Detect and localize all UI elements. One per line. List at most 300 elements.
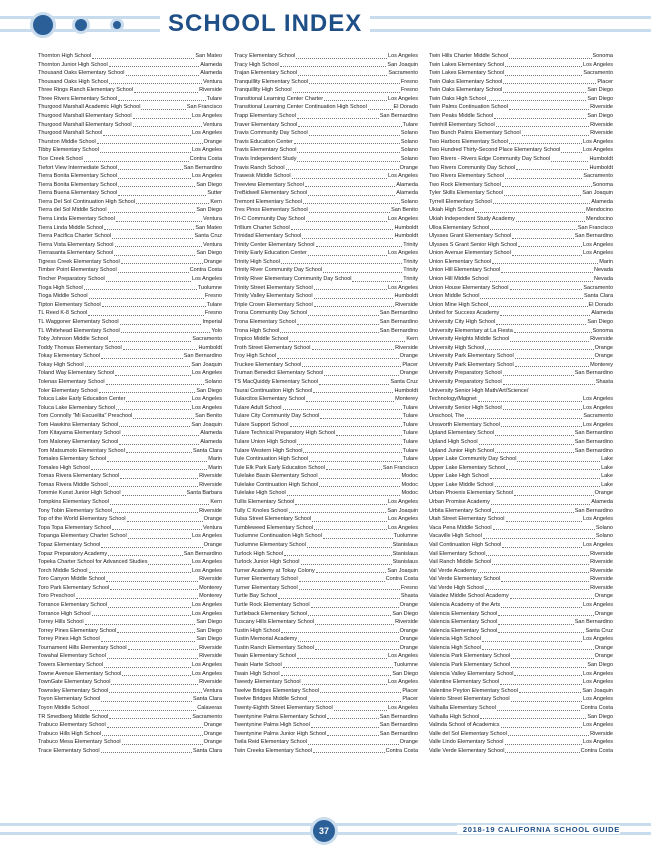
dot-leader <box>515 358 594 359</box>
school-name: Turtle Bay School <box>234 593 278 600</box>
county-name: Orange <box>594 353 613 360</box>
county-name: Los Angeles <box>192 396 222 403</box>
index-entry <box>429 164 613 173</box>
dot-leader <box>327 735 378 736</box>
county-name: Nevada <box>594 267 613 274</box>
index-column-2 <box>234 52 418 755</box>
index-entry <box>234 224 418 233</box>
school-name: University High School <box>429 344 485 351</box>
school-name: Tularcitos Elementary School <box>234 396 306 403</box>
index-entry <box>234 284 418 293</box>
dot-leader <box>280 332 378 333</box>
county-name: Fresno <box>400 78 418 85</box>
index-entry <box>234 232 418 241</box>
dot-leader <box>483 538 595 539</box>
school-name: Twin Creeks Elementary School <box>234 747 312 754</box>
index-entry <box>234 361 418 370</box>
school-name: Twelve Bridges Elementary School <box>234 687 319 694</box>
dot-leader <box>485 589 589 590</box>
county-name: San Joaquin <box>191 361 222 368</box>
county-name: Orange <box>594 490 613 497</box>
school-name: Tierra Pacifica Charter School <box>38 233 112 240</box>
school-name: University Senior High School <box>429 404 502 411</box>
dot-leader <box>480 718 586 719</box>
index-entry <box>234 52 418 61</box>
dot-leader <box>107 658 198 659</box>
index-entry <box>429 661 613 670</box>
dot-leader <box>126 452 192 453</box>
dot-leader <box>326 469 382 470</box>
county-name: Monterey <box>199 593 222 600</box>
index-entry <box>429 189 613 198</box>
dot-leader <box>515 366 589 367</box>
index-entry <box>234 721 418 730</box>
dot-leader <box>465 418 582 419</box>
index-entry <box>429 232 613 241</box>
school-name: Valerio Street Elementary School <box>429 696 510 703</box>
index-entry <box>234 747 418 756</box>
county-name: San Diego <box>196 636 222 643</box>
county-name: Los Angeles <box>388 215 418 222</box>
school-name: Toro Canyon Middle School <box>38 576 106 583</box>
school-name: Vaca Pena Middle School <box>429 524 492 531</box>
county-name: Sacramento <box>192 713 222 720</box>
dot-leader <box>299 581 385 582</box>
county-name: Contra Costa <box>385 576 418 583</box>
school-name: Trabuco Hills High School <box>38 730 102 737</box>
index-entry <box>429 507 613 516</box>
dot-leader <box>506 521 583 522</box>
index-entry <box>234 352 418 361</box>
index-entry <box>429 258 613 267</box>
school-name: Tierra Linda Elementary School <box>38 215 115 222</box>
county-name: San Bernardino <box>183 353 222 360</box>
index-entry <box>38 327 222 336</box>
county-name: Orange <box>203 722 222 729</box>
dot-leader <box>302 238 393 239</box>
index-entry <box>234 524 418 533</box>
school-name: Valencia Elementary School <box>429 627 498 634</box>
county-name: Riverside <box>590 576 613 583</box>
county-name: Solano <box>400 130 418 137</box>
index-entry <box>429 558 613 567</box>
index-entry <box>234 387 418 396</box>
dot-leader <box>492 263 598 264</box>
dot-leader <box>315 624 394 625</box>
index-entry <box>234 661 418 670</box>
county-name: San Diego <box>587 87 613 94</box>
school-name: University Heights Middle School <box>429 336 510 343</box>
county-name: San Benito <box>391 207 418 214</box>
index-entry <box>234 567 418 576</box>
dot-leader <box>297 118 379 119</box>
county-name: Solano <box>400 138 418 145</box>
county-name: Orange <box>399 370 418 377</box>
dot-leader <box>108 212 196 213</box>
school-name: Twentynine Palms High School <box>234 722 310 729</box>
school-name: Two Rivers Community Day School <box>429 164 516 171</box>
index-entry <box>429 378 613 387</box>
county-name: Alameda <box>591 310 613 317</box>
index-entry <box>429 78 613 87</box>
school-name: Topaz Elementary School <box>38 541 101 548</box>
school-name: Thurgood Marshall Elementary School <box>38 113 132 120</box>
dot-leader <box>496 324 586 325</box>
index-entry <box>234 301 418 310</box>
county-name: Los Angeles <box>192 113 222 120</box>
dot-leader <box>97 143 203 144</box>
dot-leader <box>297 161 399 162</box>
index-entry <box>429 687 613 696</box>
index-entry <box>38 730 222 739</box>
index-entry <box>38 352 222 361</box>
county-name: San Francisco <box>382 464 418 471</box>
index-column-1 <box>38 52 222 755</box>
county-name: Riverside <box>199 644 222 651</box>
dot-leader <box>128 649 198 650</box>
index-entry <box>38 86 222 95</box>
school-name: Tony Tobin Elementary School <box>38 507 112 514</box>
dot-leader <box>501 727 583 728</box>
index-entry <box>429 292 613 301</box>
dot-leader <box>134 92 198 93</box>
index-entry <box>38 481 222 490</box>
county-name: Contra Costa <box>189 155 222 162</box>
school-name: Traver Elementary School <box>234 121 298 128</box>
index-entry <box>234 464 418 473</box>
county-name: Contra Costa <box>189 267 222 274</box>
index-entry <box>234 292 418 301</box>
school-name: Trillium Charter School <box>234 224 290 231</box>
school-name: Ulysses S Grant Senior High School <box>429 241 518 248</box>
county-name: Monterey <box>395 396 418 403</box>
index-entry <box>429 266 613 275</box>
index-entry <box>234 738 418 747</box>
school-name: Tuscany Hills Elementary School <box>234 619 315 626</box>
dot-leader <box>514 495 594 496</box>
index-entry <box>429 301 613 310</box>
school-name: Tweedy Elementary School <box>234 679 301 686</box>
school-name: University Senior High Math/Art/Science/ <box>429 387 529 394</box>
dot-leader <box>519 692 582 693</box>
school-name: Tulelake High School <box>234 490 286 497</box>
school-name: Turlock Junior High School <box>234 559 300 566</box>
dot-leader <box>501 607 582 608</box>
county-name: Santa Clara <box>583 293 613 300</box>
index-entry <box>38 387 222 396</box>
county-name: Contra Costa <box>385 747 418 754</box>
index-entry <box>38 266 222 275</box>
dot-leader <box>314 289 387 290</box>
school-name: Union Mine High School <box>429 301 489 308</box>
county-name: San Diego <box>587 95 613 102</box>
index-entry <box>38 644 222 653</box>
index-entry <box>429 678 613 687</box>
index-entry <box>234 155 418 164</box>
dot-leader <box>491 504 590 505</box>
school-name: Twin Palms Continuation School <box>429 104 508 111</box>
county-name: Sonoma <box>592 327 613 334</box>
dot-leader <box>495 486 601 487</box>
index-entry <box>38 592 222 601</box>
county-name: San Diego <box>587 662 613 669</box>
index-entry <box>429 172 613 181</box>
county-name: Riverside <box>590 130 613 137</box>
dot-leader <box>115 246 203 247</box>
index-entry <box>234 532 418 541</box>
index-entry <box>429 635 613 644</box>
dot-leader <box>500 315 590 316</box>
index-entry <box>38 601 222 610</box>
dot-leader <box>133 118 191 119</box>
dot-leader <box>516 169 588 170</box>
index-entry <box>234 610 418 619</box>
footer-bar <box>0 809 651 839</box>
dot-leader <box>119 444 199 445</box>
index-entry <box>38 52 222 61</box>
school-name: Valle del Sol Elementary School <box>429 730 507 737</box>
index-entry <box>429 532 613 541</box>
index-entry <box>429 395 613 404</box>
dot-leader <box>489 306 588 307</box>
dot-leader <box>503 375 574 376</box>
index-entry <box>234 618 418 627</box>
school-name: Topa Topa Elementary School <box>38 524 111 531</box>
dot-leader <box>76 598 198 599</box>
county-name: Riverside <box>395 344 418 351</box>
dot-leader <box>482 649 594 650</box>
index-entry <box>38 713 222 722</box>
county-name: Los Angeles <box>192 533 222 540</box>
index-entry <box>429 387 613 396</box>
school-name: Trabuco Mesa Elementary School <box>38 739 121 746</box>
county-name: Alameda <box>591 499 613 506</box>
school-name: Unschool, The <box>429 413 465 420</box>
school-name: Trinity Street Elementary School <box>234 284 313 291</box>
header-dot-large <box>30 12 56 38</box>
county-name: Stanislaus <box>392 559 418 566</box>
dot-leader <box>297 658 387 659</box>
index-entry <box>38 146 222 155</box>
dot-leader <box>490 281 593 282</box>
index-entry <box>429 86 613 95</box>
school-name: Two Rivers Elementary School <box>429 173 504 180</box>
county-name: Marin <box>599 258 613 265</box>
county-name: Orange <box>203 516 222 523</box>
county-name: Modoc <box>401 481 418 488</box>
dot-leader <box>291 229 394 230</box>
school-name: United for Success Academy <box>429 310 500 317</box>
index-entry <box>429 721 613 730</box>
school-name: Tierra Del Sol Continuation High School <box>38 198 136 205</box>
school-name: TL Whitehead Elementary School <box>38 327 120 334</box>
dot-leader <box>141 109 185 110</box>
dot-leader <box>505 178 582 179</box>
dot-leader <box>308 701 401 702</box>
dot-leader <box>120 478 198 479</box>
school-name: Twin Oaks Elementary School <box>429 87 503 94</box>
school-name: Travis Community Day School <box>234 130 308 137</box>
county-name: San Bernardino <box>574 430 613 437</box>
dot-leader <box>302 684 387 685</box>
index-entry <box>429 361 613 370</box>
school-name: Valencia Valley Elementary School <box>429 670 514 677</box>
index-entry <box>38 215 222 224</box>
school-name: Twain Elementary School <box>234 653 297 660</box>
school-name: Two Hundred Thirty-Second Place Elementary School <box>429 147 561 154</box>
dot-leader <box>320 418 401 419</box>
dot-leader <box>336 435 401 436</box>
county-name: Riverside <box>590 550 613 557</box>
school-name: Urbita Elementary School <box>429 507 492 514</box>
index-entry <box>234 78 418 87</box>
dot-leader <box>118 195 206 196</box>
index-entry <box>234 129 418 138</box>
school-name: Valle Verde Elementary School <box>429 747 505 754</box>
dot-leader <box>126 75 200 76</box>
school-name: Top of the World Elementary School <box>38 516 126 523</box>
dot-leader <box>306 401 394 402</box>
county-name: San Bernardino <box>574 233 613 240</box>
dot-leader <box>278 598 400 599</box>
dot-leader <box>308 315 379 316</box>
county-name: Marin <box>208 456 222 463</box>
index-columns <box>38 52 624 792</box>
index-entry <box>429 241 613 250</box>
county-name: San Bernardino <box>379 310 418 317</box>
county-name: Los Angeles <box>388 516 418 523</box>
school-name: Union Hill Elementary School <box>429 267 501 274</box>
index-entry <box>38 309 222 318</box>
index-entry <box>429 704 613 713</box>
dot-leader <box>478 401 582 402</box>
county-name: Los Angeles <box>583 679 613 686</box>
school-name: TR Smedberg Middle School <box>38 713 109 720</box>
dot-leader <box>102 735 203 736</box>
index-entry <box>38 224 222 233</box>
dot-leader <box>297 444 401 445</box>
school-name: Valencia High School <box>429 636 481 643</box>
county-name: Solano <box>400 198 418 205</box>
index-entry <box>429 515 613 524</box>
county-name: Lake <box>601 473 613 480</box>
dot-leader <box>116 221 202 222</box>
school-name: Turner Elementary School <box>234 584 298 591</box>
county-name: Riverside <box>395 301 418 308</box>
school-name: Thurgood Marshall School <box>38 130 103 137</box>
dot-leader <box>101 358 183 359</box>
dot-leader <box>126 401 191 402</box>
county-name: Los Angeles <box>583 636 613 643</box>
dot-leader <box>334 710 387 711</box>
county-name: Orange <box>594 644 613 651</box>
index-entry <box>234 138 418 147</box>
index-entry <box>429 138 613 147</box>
dot-leader <box>121 263 203 264</box>
dot-leader <box>111 684 198 685</box>
school-name: Tomales Elementary School <box>38 456 107 463</box>
index-entry <box>234 575 418 584</box>
school-name: Travis Elementary School <box>234 147 297 154</box>
index-entry <box>234 455 418 464</box>
index-entry <box>38 447 222 456</box>
dot-leader <box>284 555 392 556</box>
dot-leader <box>505 66 582 67</box>
dot-leader <box>308 615 391 616</box>
county-name: Lake <box>601 456 613 463</box>
county-name: San Bernardino <box>574 447 613 454</box>
dot-leader <box>320 692 401 693</box>
county-name: Los Angeles <box>583 241 613 248</box>
index-entry <box>429 249 613 258</box>
county-name: Lake <box>601 481 613 488</box>
index-entry <box>429 309 613 318</box>
county-name: Shasta <box>400 593 418 600</box>
county-name: Santa Cruz <box>585 627 613 634</box>
school-name: Tulare Western High School <box>234 447 303 454</box>
county-name: San Diego <box>587 113 613 120</box>
school-name: Tierra Bonita Elementary School <box>38 181 117 188</box>
school-name: Tioga Middle School <box>38 293 88 300</box>
index-entry <box>234 447 418 456</box>
index-entry <box>429 652 613 661</box>
school-name: Toland Way Elementary School <box>38 370 115 377</box>
school-name: Tioga High School <box>38 284 83 291</box>
dot-leader <box>92 58 194 59</box>
index-entry <box>429 610 613 619</box>
index-entry <box>234 429 418 438</box>
dot-leader <box>88 315 204 316</box>
dot-leader <box>502 547 582 548</box>
index-entry <box>234 472 418 481</box>
index-entry <box>38 284 222 293</box>
school-name: Trajan Elementary School <box>234 70 298 77</box>
county-name: Los Angeles <box>583 250 613 257</box>
school-name: Valencia Elementary School <box>429 619 498 626</box>
county-name: Humboldt <box>589 155 613 162</box>
school-name: Twentynine Palms Junior High School <box>234 730 327 737</box>
school-name: Tolenas Elementary School <box>38 378 105 385</box>
school-name: Tomales High School <box>38 464 90 471</box>
dot-leader <box>327 718 378 719</box>
county-name: Riverside <box>590 567 613 574</box>
index-entry <box>429 146 613 155</box>
school-name: Turner Elementary School <box>234 576 298 583</box>
dot-leader <box>109 83 202 84</box>
county-name: Riverside <box>590 336 613 343</box>
school-name: Tipton Elementary School <box>38 301 101 308</box>
school-name: Torrey Hills School <box>38 619 84 626</box>
county-name: San Diego <box>196 387 222 394</box>
county-name: Riverside <box>590 559 613 566</box>
county-name: Riverside <box>590 584 613 591</box>
index-entry <box>38 721 222 730</box>
index-entry <box>429 747 613 756</box>
dot-leader <box>485 349 593 350</box>
index-entry <box>38 610 222 619</box>
county-name: Riverside <box>590 730 613 737</box>
dot-leader <box>493 529 595 530</box>
dot-leader <box>290 426 402 427</box>
index-entry <box>429 644 613 653</box>
school-name: Tustin Memorial Academy <box>234 636 298 643</box>
dot-leader <box>294 143 400 144</box>
school-name: Tokay Elementary School <box>38 353 101 360</box>
dot-leader <box>289 341 405 342</box>
school-name: Tierra del Sol Middle School <box>38 207 107 214</box>
dot-leader <box>504 195 581 196</box>
school-name: Vail Continuation High School <box>429 541 502 548</box>
